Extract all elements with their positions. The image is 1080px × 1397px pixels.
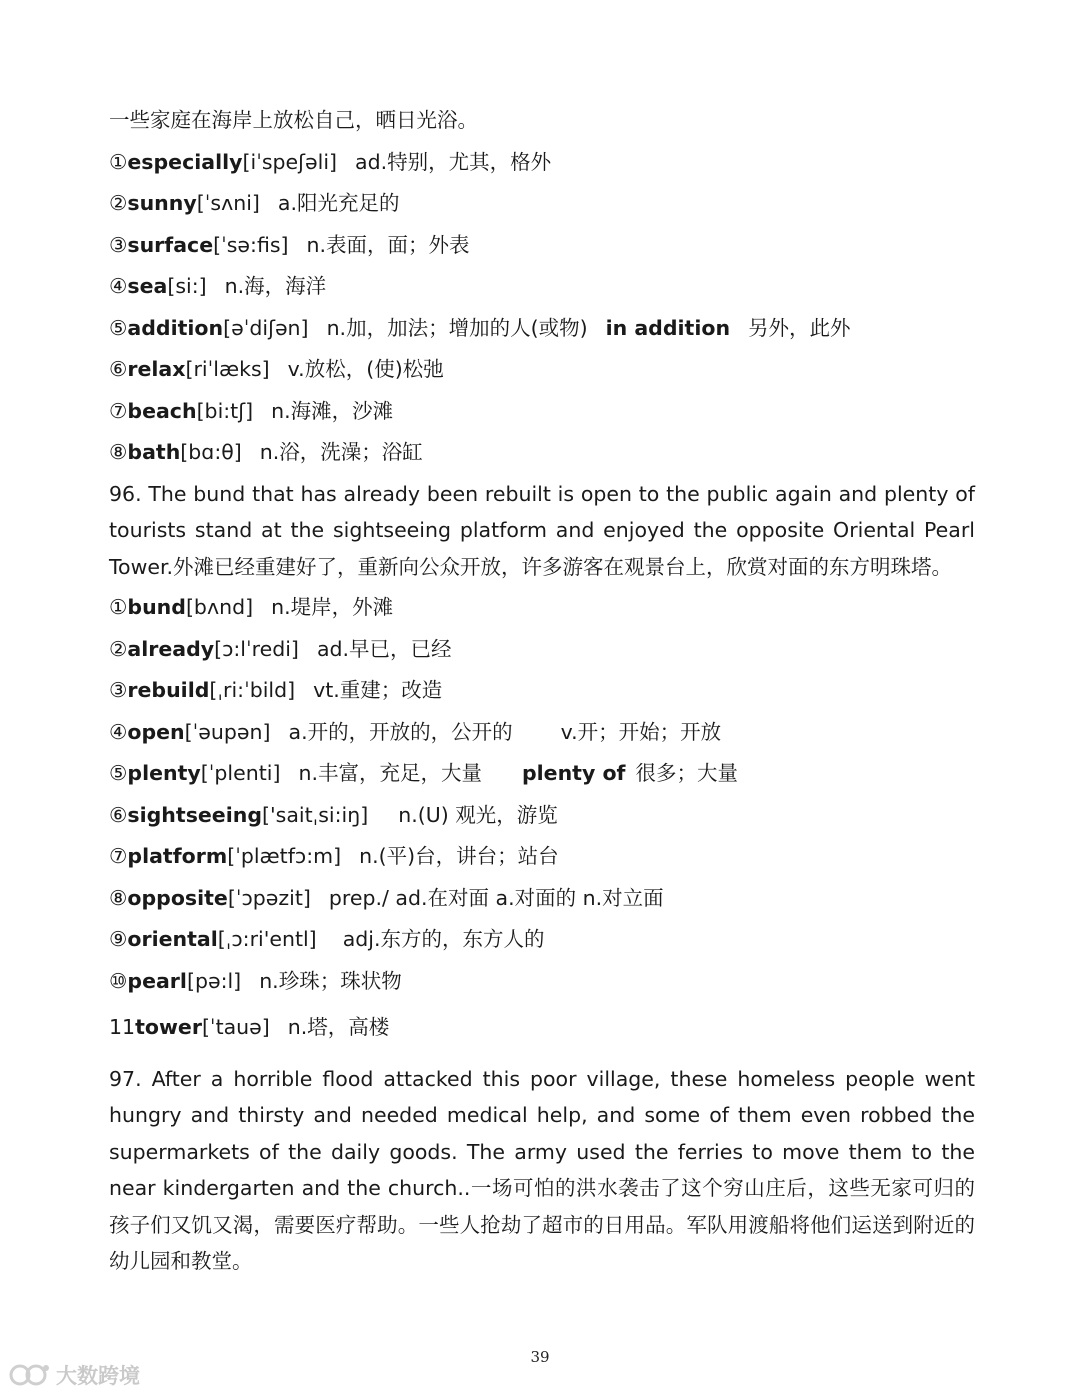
phonetic: [ˈplætfɔ:m] [227,844,342,868]
phrase-definition: 很多；大量 [635,761,738,785]
vocab-entry: ④open[ˈəupən] a.开的，开放的，公开的 v.开；开始；开放 [109,719,722,744]
phonetic: [əˈdiʃən] [223,315,309,340]
vocab-entry: ⑦platform[ˈplætfɔ:m] n.(平)台，讲台；站台 [109,844,559,868]
vocab-word: already [127,636,215,661]
vocab-entry: ①especially[iˈspeʃəli] ad.特别，尤其，格外 [109,149,552,174]
document-page [109,100,975,1282]
phonetic: [bi:tʃ] [196,398,254,423]
vocab-word: tower [135,1015,202,1039]
vocab-entry: ⑦beach[bi:tʃ] n.海滩，沙滩 [109,398,394,423]
vocab-list-2 [109,587,975,1049]
vocab-entry: ⑧bath[bɑ:θ] n.浴，洗澡；浴缸 [109,440,423,464]
vocab-entry: ⑩pearl[pə:l] n.珍珠；珠状物 [109,968,402,993]
vocab-word: especially [127,149,243,174]
vocab-word: pearl [127,968,187,993]
vocab-entry: ④sea[si:] n.海，海洋 [109,274,327,298]
phonetic: [riˈlæks] [185,357,270,381]
vocab-entry: ⑤plenty[ˈplenti] n.丰富，充足，大量 plenty of 很多；大量 [109,761,738,785]
sentence-97: 97. After a horrible flood attacked this poor village, these homeless people went hungry and thirsty and needed medical help, and some of them even robbed the supermarkets of the daily goods. The army used the ferries to move them to the near kindergarten and the church..一场可怕的洪水袭击了这个穷山庄后，这些无家可归的孩子们又饥又渴，需要医疗帮助。一些人抢劫了超市的日用品。军队用渡船将他们运送到附近的幼儿园和教堂。 [109,1066,975,1273]
vocab-list-1 [109,142,975,474]
vocab-entry: ⑥relax[riˈlæks] v.放松，(使)松弛 [109,357,444,381]
definition: ad.特别，尤其，格外 [355,149,552,174]
phonetic: [bʌnd] [185,595,254,619]
vocab-word: rebuild [127,678,210,702]
definition: a.阳光充足的 [277,191,400,215]
vocab-word: addition [127,315,224,340]
definition: ad.早已，已经 [316,636,452,661]
phonetic: ['saitˌsi:iŋ] [262,802,369,827]
vocab-word: relax [127,357,186,381]
vocab-word: open [127,719,185,744]
vocab-entry: 11tower[ˈtauə] n.塔，高楼 [109,1015,390,1039]
definition: n.堤岸，外滩 [271,595,394,619]
watermark [8,1360,140,1390]
phrase: plenty of [521,761,626,785]
phonetic: [ˈsə:fis] [213,232,289,257]
vocab-entry: ⑨oriental[ˌɔ:ri'entl] adj.东方的，东方人的 [109,927,545,951]
phonetic: [iˈspeʃəli] [242,149,338,174]
phonetic: [ˌɔ:ri'entl] [217,927,317,951]
vocab-word: oriental [127,927,218,951]
definition: n.丰富，充足，大量 [298,761,482,785]
vocab-word: bund [127,595,186,619]
definition-verb: v.开；开始；开放 [560,719,722,744]
phonetic: [si:] [167,274,207,298]
vocab-word: beach [127,398,197,423]
sentence-96: 96. The bund that has already been rebuilt is open to the public again and plenty of tourists stand at the sightseeing platform and enjoyed the opposite Oriental Pearl Tower.外滩已经重建好了，重新向公众开放，许多游客在观景台上，欣赏对面的东方明珠塔。 [109,481,975,579]
vocab-entry: ⑧opposite[ˈɔpəzit] prep./ ad.在对面 a.对面的 n.对立面 [109,885,664,910]
definition: v.放松，(使)松弛 [287,357,444,381]
phonetic: [pə:l] [186,968,242,993]
definition: prep./ ad.在对面 a.对面的 n.对立面 [328,885,664,910]
phonetic: [ˈəupən] [184,719,271,744]
phonetic: [ˌri:ˈbild] [209,678,296,702]
phrase: in addition [605,315,731,340]
phonetic: [ˈsʌni] [196,191,260,215]
vocab-word: bath [127,440,181,464]
definition: n.珍珠；珠状物 [259,968,402,993]
definition: a.开的，开放的，公开的 [288,719,513,744]
vocab-entry: ⑥sightseeing['saitˌsi:iŋ] n.(U) 观光，游览 [109,802,558,827]
intro-line: 一些家庭在海岸上放松自己，晒日光浴。 [109,108,478,132]
phonetic: [bɑ:θ] [180,440,242,464]
phonetic: [ˈɔpəzit] [227,885,311,910]
vocab-entry: ②sunny[ˈsʌni] a.阳光充足的 [109,191,400,215]
definition: vt.重建；改造 [313,678,443,702]
vocab-entry: ③surface[ˈsə:fis] n.表面，面；外表 [109,232,470,257]
vocab-word: sunny [127,191,197,215]
vocab-word: plenty [127,761,201,785]
watermark-logo-icon [8,1362,52,1388]
vocab-entry: ①bund[bʌnd] n.堤岸，外滩 [109,595,394,619]
vocab-word: platform [127,844,228,868]
vocab-word: surface [127,232,214,257]
vocab-word: sightseeing [127,802,262,827]
definition: n.塔，高楼 [287,1015,390,1039]
phrase-definition: 另外，此外 [748,315,851,340]
vocab-entry: ②already[ɔ:lˈredi] ad.早已，已经 [109,636,452,661]
phonetic: [ˈtauə] [201,1015,270,1039]
definition: n.(平)台，讲台；站台 [359,844,559,868]
vocab-word: opposite [127,885,228,910]
vocab-entry: ③rebuild[ˌri:ˈbild] vt.重建；改造 [109,678,443,702]
definition: n.加，加法；增加的人(或物) [326,315,588,340]
definition: n.浴，洗澡；浴缸 [259,440,423,464]
vocab-entry: ⑤addition[əˈdiʃən] n.加，加法；增加的人(或物) in addition 另外，此外 [109,315,851,340]
phonetic: [ɔ:lˈredi] [214,636,299,661]
page-number: 39 [530,1348,550,1366]
phonetic: [ˈplenti] [200,761,281,785]
definition: n.海滩，沙滩 [271,398,394,423]
watermark-text: 大数跨境 [56,1364,140,1388]
definition: n.表面，面；外表 [306,232,470,257]
definition: n.(U) 观光，游览 [398,802,558,827]
definition: adj.东方的，东方人的 [342,927,545,951]
definition: n.海，海洋 [224,274,327,298]
vocab-word: sea [127,274,168,298]
